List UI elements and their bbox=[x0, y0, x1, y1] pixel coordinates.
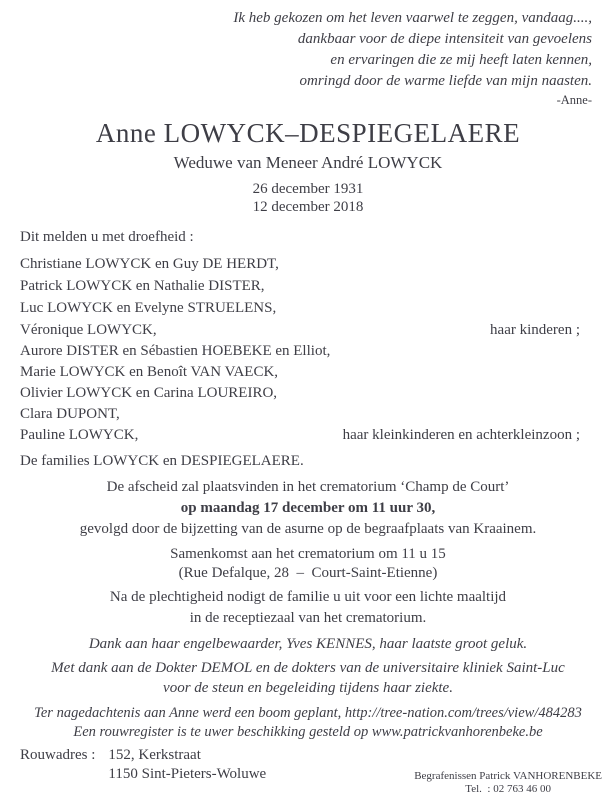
birth-date: 26 december 1931 bbox=[252, 181, 364, 197]
thanks-doctors-line: Met dank aan de Dokter DEMOL en de dokters van de universitaire kliniek Saint-Luc bbox=[51, 660, 565, 676]
quote-line: Ik heb gekozen om het leven vaarwel te zeggen, vandaag...., bbox=[233, 10, 592, 26]
reception-block bbox=[0, 587, 616, 629]
grandchildren-list bbox=[20, 341, 580, 446]
mourning-address-street: 152, Kerkstraat bbox=[108, 747, 201, 763]
quote-signature: -Anne- bbox=[556, 93, 592, 107]
thanks-doctors-line: voor de steun en begeleiding tijdens haar ziekte. bbox=[163, 680, 453, 696]
family-member-line: Luc LOWYCK en Evelyne STRUELENS, bbox=[20, 300, 277, 316]
grandchildren-relation-label: haar kleinkinderen en achterkleinzoon ; bbox=[342, 427, 580, 443]
family-member-name: Véronique LOWYCK, bbox=[20, 322, 157, 338]
memorial-register-line: Een rouwregister is te uwer beschikking gesteld op www.patrickvanhorenbeke.be bbox=[73, 724, 543, 740]
mourning-address-label: Rouwadres : bbox=[20, 747, 96, 763]
children-list bbox=[20, 253, 580, 341]
ceremony-block bbox=[0, 477, 616, 540]
mourning-address-lines bbox=[108, 746, 266, 784]
funeral-home-phone: Tel. : 02 763 46 00 bbox=[465, 783, 551, 795]
opening-quote bbox=[0, 8, 616, 92]
quote-line: en ervaringen die ze mij heeft laten kennen, bbox=[330, 52, 592, 68]
children-relation-label: haar kinderen ; bbox=[490, 322, 580, 338]
ceremony-burial-line: gevolgd door de bijzetting van de asurne op de begraafplaats van Kraainem. bbox=[79, 521, 537, 537]
gathering-address-line: (Rue Defalque, 28 – Court-Saint-Etienne) bbox=[178, 565, 438, 581]
memorial-tree-line: Ter nagedachtenis aan Anne werd een boom geplant, http://tree-nation.com/trees/view/484283 bbox=[34, 705, 582, 721]
family-member-line: Olivier LOWYCK en Carina LOUREIRO, bbox=[20, 385, 278, 401]
announcement-intro: Dit melden u met droefheid : bbox=[20, 229, 194, 245]
family-member-line bbox=[20, 425, 580, 446]
memorial-block bbox=[0, 704, 616, 742]
families-line: De families LOWYCK en DESPIEGELAERE. bbox=[20, 453, 304, 469]
quote-line: dankbaar voor de diepe intensiteit van gevoelens bbox=[297, 31, 592, 47]
funeral-home-block bbox=[414, 770, 602, 796]
thanks-doctors-block bbox=[0, 658, 616, 698]
reception-line: Na de plechtigheid nodigt de familie u uit voor een lichte maaltijd bbox=[109, 589, 507, 605]
family-member-line: Marie LOWYCK en Benoît VAN VAECK, bbox=[20, 364, 279, 380]
family-member-line bbox=[20, 319, 580, 341]
gathering-block bbox=[0, 545, 616, 583]
deceased-name: Anne LOWYCK–DESPIEGELAERE bbox=[95, 118, 521, 148]
life-dates bbox=[0, 180, 616, 216]
mourning-address-city: 1150 Sint-Pieters-Woluwe bbox=[108, 766, 267, 782]
family-member-name: Pauline LOWYCK, bbox=[20, 427, 139, 443]
quote-line: omringd door de warme liefde van mijn naasten. bbox=[299, 73, 592, 89]
funeral-home-name: Begrafenissen Patrick VANHORENBEKE bbox=[414, 770, 602, 782]
ceremony-location-line: De afscheid zal plaatsvinden in het crematorium ‘Champ de Court’ bbox=[106, 479, 510, 495]
gathering-time-line: Samenkomst aan het crematorium om 11 u 15 bbox=[170, 546, 446, 562]
reception-line: in de receptiezaal van het crematorium. bbox=[189, 610, 427, 626]
death-date: 12 december 2018 bbox=[252, 199, 364, 215]
family-member-line: Aurore DISTER en Sébastien HOEBEKE en Elliot, bbox=[20, 343, 331, 359]
family-member-line: Patrick LOWYCK en Nathalie DISTER, bbox=[20, 278, 265, 294]
thanks-guardian-line: Dank aan haar engelbewaarder, Yves KENNES, haar laatste groot geluk. bbox=[88, 636, 528, 652]
ceremony-datetime-line: op maandag 17 december om 11 uur 30, bbox=[180, 500, 436, 516]
family-member-line: Christiane LOWYCK en Guy DE HERDT, bbox=[20, 256, 279, 272]
family-member-line: Clara DUPONT, bbox=[20, 406, 120, 422]
widow-subtitle: Weduwe van Meneer André LOWYCK bbox=[173, 153, 443, 172]
